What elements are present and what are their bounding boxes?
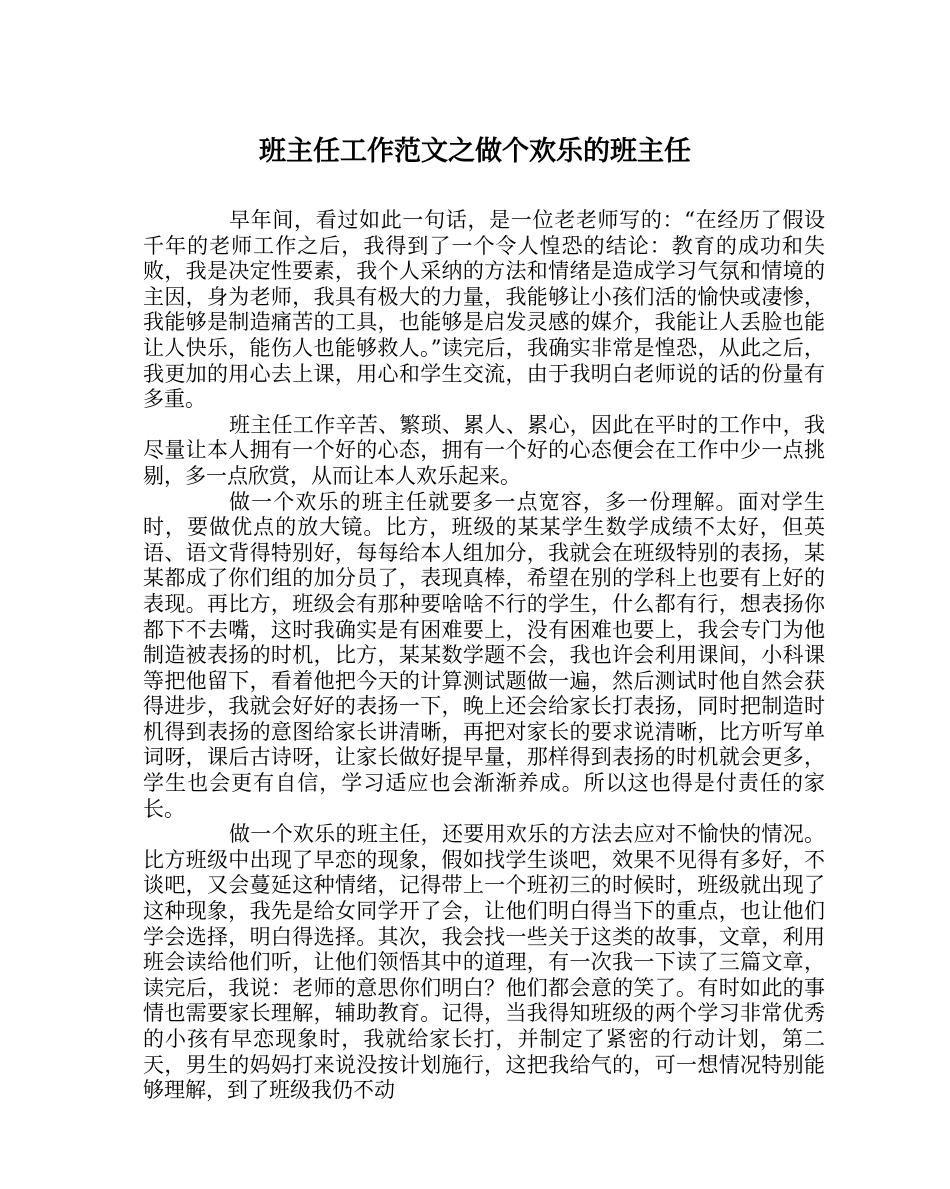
- paragraph-1: 早年间，看过如此一句话，是一位老老师写的：“在经历了假设千年的老师工作之后，我得到了一个令人惶恐的结论：教育的成功和失败，我是决定性要素，我个人采纳的方法和情绪是造成学习气氛和情境的主因，身为老师，我具有极大的力量，我能够让小孩们活的愉快或凄惨，我能够是制造痛苦的工具，也能够是启发灵感的媒介，我能让人丢脸也能让人快乐，能伤人也能够救人。”读完后，我确实非常是惶恐，从此之后，我更加的用心去上课，用心和学生交流，由于我明白老师说的话的份量有多重。: [143, 208, 825, 412]
- paragraph-2: 班主任工作辛苦、繁琐、累人、累心，因此在平时的工作中，我尽量让本人拥有一个好的心态，拥有一个好的心态便会在工作中少一点挑剔，多一点欣赏，从而让本人欢乐起来。: [143, 412, 825, 488]
- document-title: 班主任工作范文之做个欢乐的班主任: [259, 136, 691, 167]
- document-body: [143, 208, 825, 1104]
- paragraph-4: 做一个欢乐的班主任，还要用欢乐的方法去应对不愉快的情况。比方班级中出现了早恋的现象，假如找学生谈吧，效果不见得有多好，不谈吧，又会蔓延这种情绪，记得带上一个班初三的时候时，班级就出现了这种现象，我先是给女同学开了会，让他们明白得当下的重点，也让他们学会选择，明白得选择。其次，我会找一些关于这类的故事，文章，利用班会读给他们听，让他们领悟其中的道理，有一次我一下读了三篇文章，读完后，我说：老师的意思你们明白？他们都会意的笑了。有时如此的事情也需要家长理解，辅助教育。记得，当我得知班级的两个学习非常优秀的小孩有早恋现象时，我就给家长打，并制定了紧密的行动计划，第二天，男生的妈妈打来说没按计划施行，这把我给气的，可一想情况特别能够理解，到了班级我仍不动: [143, 822, 825, 1103]
- paragraph-3: 做一个欢乐的班主任就要多一点宽容，多一份理解。面对学生时，要做优点的放大镜。比方，班级的某某学生数学成绩不太好，但英语、语文背得特别好，每每给本人组加分，我就会在班级特别的表扬，某某都成了你们组的加分员了，表现真棒，希望在别的学科上也要有上好的表现。再比方，班级会有那种要啥啥不行的学生，什么都有行，想表扬你都下不去嘴，这时我确实是有困难要上，没有困难也要上，我会专门为他制造被表扬的时机，比方，某某数学题不会，我也许会利用课间，小科课等把他留下，看着他把今天的计算测试题做一遍，然后测试时他自然会获得进步，我就会好好的表扬一下，晚上还会给家长打表扬，同时把制造时机得到表扬的意图给家长讲清晰，再把对家长的要求说清晰，比方听写单词呀，课后古诗呀，让家长做好提早量，那样得到表扬的时机就会更多，学生也会更有自信，学习适应也会渐渐养成。所以这也得是付责任的家长。: [143, 489, 825, 821]
